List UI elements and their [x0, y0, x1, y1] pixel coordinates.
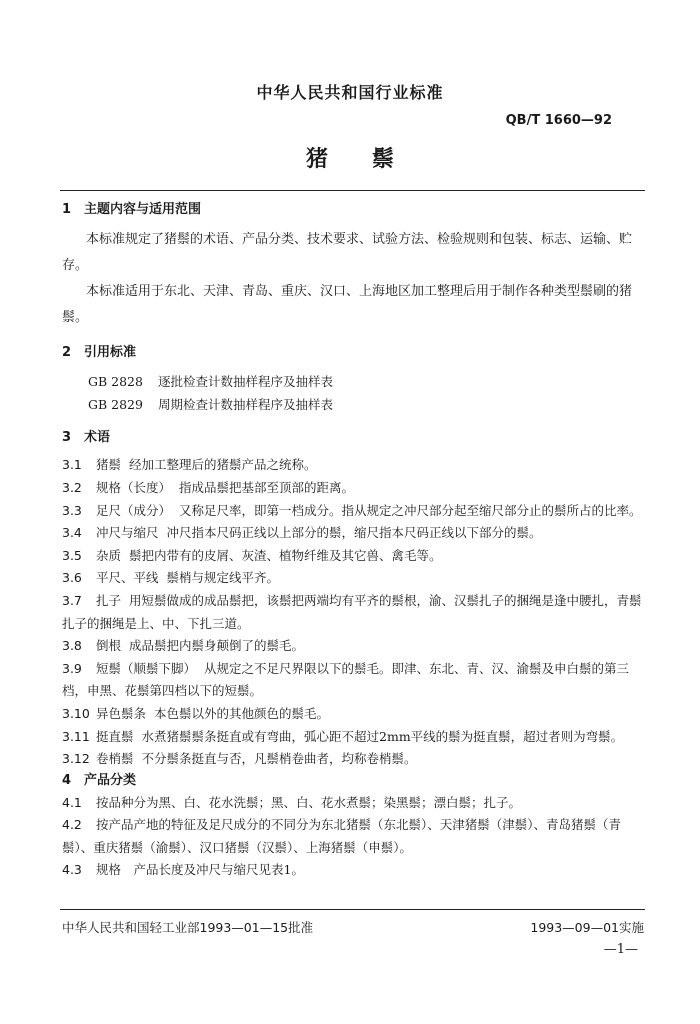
- page-number: —1—: [603, 942, 638, 957]
- section-2-heading: [62, 343, 644, 364]
- issuer-title: 中华人民共和国行业标准: [256, 83, 444, 102]
- standard-code: QB/T 1660—92: [505, 113, 612, 128]
- term-name: 规格（长度）: [96, 479, 172, 495]
- classification-item: [62, 792, 644, 815]
- term-number: 3.6: [62, 570, 82, 586]
- term-item: [62, 726, 644, 749]
- term-number: 3.11: [62, 728, 90, 744]
- section-title: 术语: [84, 429, 111, 445]
- document-title: 猪鬃: [305, 147, 438, 172]
- item-text: 规格 产品长度及冲尺与缩尺见表1。: [96, 862, 304, 878]
- term-item: [62, 545, 644, 568]
- term-number: 3.9: [62, 660, 82, 676]
- term-definition: 水煮猪鬃鬃条挺直或有弯曲，弧心距不超过2mm平线的鬃为挺直鬃，超过者则为弯鬃。: [141, 728, 624, 744]
- term-number: 3.10: [62, 705, 90, 721]
- term-item: [62, 703, 644, 726]
- section-1-paragraph-2: 本标准适用于东北、天津、青岛、重庆、汉口、上海地区加工整理后用于制作各种类型鬃刷的猪鬃。: [62, 283, 633, 325]
- term-number: 3.3: [62, 502, 82, 518]
- term-number: 3.12: [62, 751, 90, 767]
- term-name: 倒根: [96, 638, 122, 654]
- approval-statement: 中华人民共和国轻工业部1993—01—15批准: [62, 920, 314, 935]
- effective-date: 1993—09—01实施: [530, 920, 644, 935]
- term-name: 猪鬃: [96, 457, 122, 473]
- term-name: 短鬃（顺鬃下脚）: [96, 660, 197, 676]
- term-number: 3.4: [62, 525, 82, 541]
- term-definition: 成品鬃把内鬃身颠倒了的鬃毛。: [129, 638, 305, 654]
- section-1-paragraph-1: 本标准规定了猪鬃的术语、产品分类、技术要求、试验方法、检验规则和包装、标志、运输、贮存。: [62, 231, 633, 273]
- term-item: [62, 454, 644, 477]
- term-name: 扎子: [96, 592, 122, 608]
- term-name: 冲尺与缩尺: [96, 525, 159, 541]
- term-item: [62, 590, 644, 635]
- term-item: [62, 477, 644, 500]
- term-name: 杂质: [96, 547, 122, 563]
- term-item: [62, 522, 644, 545]
- section-number: 3: [62, 429, 72, 445]
- term-number: 3.8: [62, 638, 82, 654]
- term-definition: 从规定之不足尺界限以下的鬃毛。即津、东北、青、汉、渝鬃及申白鬃的第三档，申黑、花鬃第四档以下的短鬃。: [62, 660, 630, 699]
- reference-code: GB 2829: [88, 396, 143, 412]
- term-definition: 冲尺指本尺码正线以上部分的鬃，缩尺指本尺码正线以下部分的鬃。: [166, 525, 542, 541]
- term-number: 3.1: [62, 457, 82, 473]
- section-1-heading: [62, 200, 644, 221]
- section-title: 主题内容与适用范围: [84, 202, 202, 217]
- section-3-heading: [62, 428, 644, 449]
- item-text: 按产品产地的特征及足尺成分的不同分为东北猪鬃（东北鬃）、天津猪鬃（津鬃）、青岛猪鬃（青鬃）、重庆猪鬃（渝鬃）、汉口猪鬃（汉鬃）、上海猪鬃（申鬃）。: [62, 817, 622, 855]
- term-definition: 用短鬃做成的成品鬃把，该鬃把两端均有平齐的鬃根，渝、汉鬃扎子的捆绳是逢中腰扎，青鬃扎子的捆绳是上、中、下扎三道。: [62, 592, 642, 631]
- reference-item: [62, 370, 644, 393]
- section-title: 引用标准: [84, 344, 137, 360]
- term-item: [62, 748, 644, 771]
- term-number: 3.7: [62, 592, 82, 608]
- header-divider: [60, 190, 645, 191]
- section-4-heading: [62, 771, 644, 792]
- term-name: 挺直鬃: [96, 728, 134, 744]
- section-number: 4: [62, 772, 72, 788]
- term-definition: 指成品鬃把基部至顶部的距离。: [179, 479, 355, 495]
- term-definition: 又称足尺率，即第一档成分。指从规定之冲尺部分起至缩尺部分止的鬃所占的比率。: [179, 502, 642, 518]
- term-item: [62, 635, 644, 658]
- reference-code: GB 2828: [88, 373, 143, 389]
- term-name: 卷梢鬃: [96, 751, 134, 767]
- section-number: 1: [62, 202, 72, 217]
- reference-item: [62, 393, 644, 416]
- term-definition: 经加工整理后的猪鬃产品之统称。: [129, 457, 317, 473]
- term-item: [62, 500, 644, 523]
- section-title: 产品分类: [84, 772, 137, 788]
- term-definition: 鬃梢与规定线平齐。: [166, 570, 280, 586]
- term-definition: 鬃把内带有的皮屑、灰渣、植物纤维及其它兽、禽毛等。: [129, 547, 442, 563]
- document-body: [62, 200, 644, 882]
- reference-title: 逐批检查计数抽样程序及抽样表: [158, 373, 334, 389]
- classification-item: [62, 859, 644, 882]
- term-name: 足尺（成分）: [96, 502, 172, 518]
- term-definition: 不分鬃条挺直与否，凡鬃梢卷曲者，均称卷梢鬃。: [141, 751, 417, 767]
- term-definition: 本色鬃以外的其他颜色的鬃毛。: [154, 705, 330, 721]
- term-item: [62, 567, 644, 590]
- item-text: 按品种分为黑、白、花水洗鬃；黑、白、花水煮鬃；染黑鬃；漂白鬃；扎子。: [96, 794, 522, 810]
- item-number: 4.3: [62, 862, 82, 878]
- term-name: 平尺、平线: [96, 570, 159, 586]
- term-item: [62, 658, 644, 703]
- term-number: 3.2: [62, 479, 82, 495]
- reference-title: 周期检查计数抽样程序及抽样表: [158, 396, 334, 412]
- term-number: 3.5: [62, 547, 82, 563]
- footer-divider: [60, 909, 645, 910]
- item-number: 4.1: [62, 794, 82, 810]
- classification-item: [62, 814, 644, 859]
- term-name: 异色鬃条: [96, 705, 147, 721]
- section-number: 2: [62, 344, 72, 360]
- item-number: 4.2: [62, 817, 82, 833]
